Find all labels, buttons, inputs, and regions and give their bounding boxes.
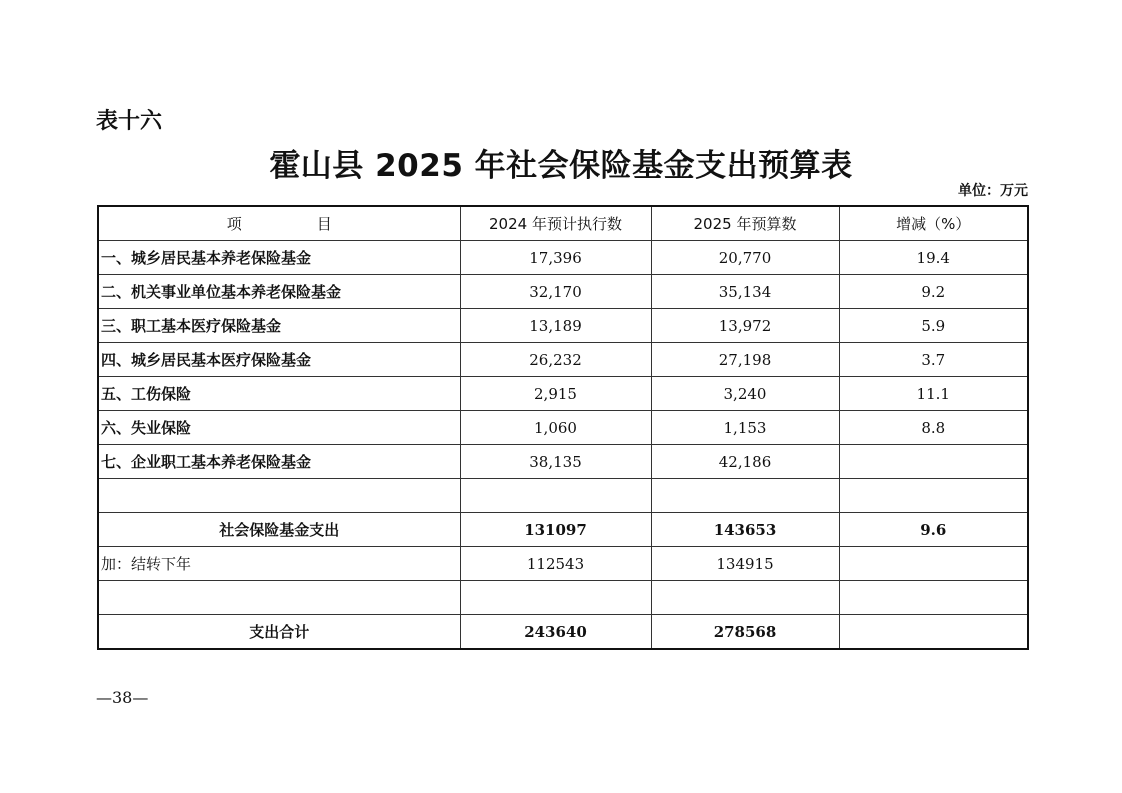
empty-cell [98, 479, 460, 513]
empty-cell [460, 581, 651, 615]
table-label: 表十六 [96, 109, 163, 134]
budget-table [97, 205, 1029, 650]
empty-cell [839, 479, 1028, 513]
table-row [98, 445, 1028, 479]
empty-cell [839, 581, 1028, 615]
row-value-2025: 35,134 [651, 275, 839, 309]
empty-row [98, 581, 1028, 615]
total-value-2025: 278568 [651, 615, 839, 650]
subtotal-change: 9.6 [839, 513, 1028, 547]
subtotal-name: 社会保险基金支出 [98, 513, 460, 547]
row-value-2025: 13,972 [651, 309, 839, 343]
carry-value-2024: 112543 [460, 547, 651, 581]
row-name: 六、失业保险 [98, 411, 460, 445]
carry-name: 加：结转下年 [98, 547, 460, 581]
row-value-2025: 20,770 [651, 241, 839, 275]
carry-change [839, 547, 1028, 581]
row-value-2025: 1,153 [651, 411, 839, 445]
row-value-2024: 26,232 [460, 343, 651, 377]
total-value-2024: 243640 [460, 615, 651, 650]
carry-row [98, 547, 1028, 581]
row-name: 三、职工基本医疗保险基金 [98, 309, 460, 343]
total-row [98, 615, 1028, 650]
empty-row [98, 479, 1028, 513]
row-value-2024: 13,189 [460, 309, 651, 343]
row-name: 七、企业职工基本养老保险基金 [98, 445, 460, 479]
empty-cell [651, 479, 839, 513]
carry-value-2025: 134915 [651, 547, 839, 581]
table-row [98, 377, 1028, 411]
row-change: 11.1 [839, 377, 1028, 411]
total-change [839, 615, 1028, 650]
row-value-2024: 2,915 [460, 377, 651, 411]
row-value-2024: 1,060 [460, 411, 651, 445]
table-header-row [98, 206, 1028, 241]
subtotal-row [98, 513, 1028, 547]
page-title: 霍山县 2025 年社会保险基金支出预算表 [269, 148, 853, 184]
page-number: —38— [96, 688, 149, 707]
empty-cell [651, 581, 839, 615]
total-name: 支出合计 [98, 615, 460, 650]
column-header-2024: 2024 年预计执行数 [460, 206, 651, 241]
row-value-2024: 32,170 [460, 275, 651, 309]
unit-label: 单位：万元 [958, 183, 1028, 199]
empty-cell [98, 581, 460, 615]
table-row [98, 275, 1028, 309]
table-row [98, 309, 1028, 343]
table-row [98, 343, 1028, 377]
row-change: 5.9 [839, 309, 1028, 343]
column-header-2025: 2025 年预算数 [651, 206, 839, 241]
row-value-2025: 42,186 [651, 445, 839, 479]
empty-cell [460, 479, 651, 513]
column-header-change: 增减（%） [839, 206, 1028, 241]
subtotal-value-2024: 131097 [460, 513, 651, 547]
row-name: 四、城乡居民基本医疗保险基金 [98, 343, 460, 377]
row-change: 19.4 [839, 241, 1028, 275]
row-value-2024: 38,135 [460, 445, 651, 479]
row-name: 一、城乡居民基本养老保险基金 [98, 241, 460, 275]
row-name: 五、工伤保险 [98, 377, 460, 411]
table-row [98, 241, 1028, 275]
row-value-2025: 27,198 [651, 343, 839, 377]
column-header-item: 项 目 [98, 206, 460, 241]
subtotal-value-2025: 143653 [651, 513, 839, 547]
row-change [839, 445, 1028, 479]
row-name: 二、机关事业单位基本养老保险基金 [98, 275, 460, 309]
row-value-2024: 17,396 [460, 241, 651, 275]
row-change: 3.7 [839, 343, 1028, 377]
row-value-2025: 3,240 [651, 377, 839, 411]
row-change: 8.8 [839, 411, 1028, 445]
row-change: 9.2 [839, 275, 1028, 309]
table-row [98, 411, 1028, 445]
